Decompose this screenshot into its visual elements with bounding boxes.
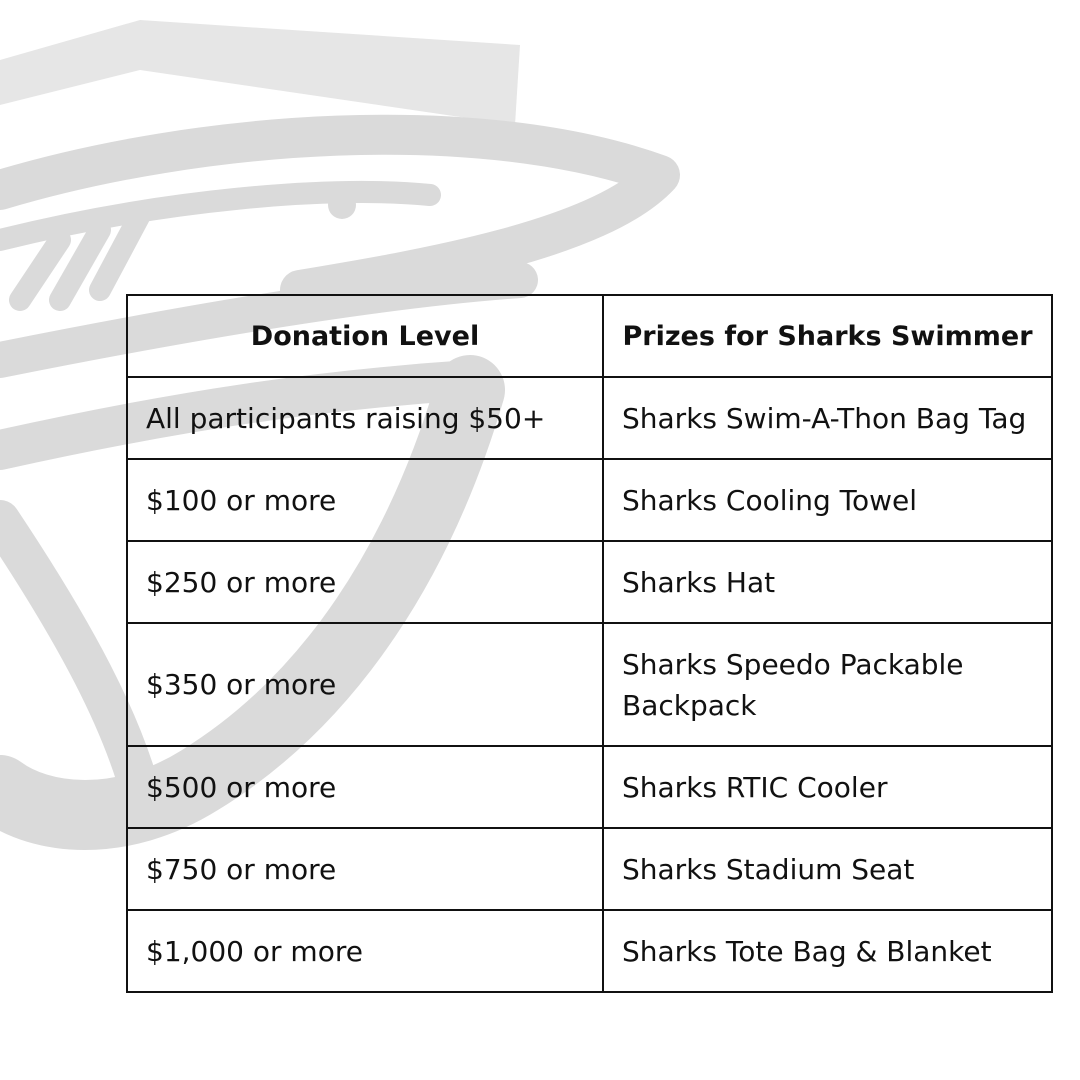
prize-cell: Sharks RTIC Cooler xyxy=(603,746,1052,828)
prize-cell: Sharks Stadium Seat xyxy=(603,828,1052,910)
donation-level-cell: $1,000 or more xyxy=(127,910,603,992)
table-row xyxy=(127,828,1052,910)
prize-cell: Sharks Cooling Towel xyxy=(603,459,1052,541)
table-row xyxy=(127,746,1052,828)
donation-level-cell: $100 or more xyxy=(127,459,603,541)
prize-table xyxy=(126,294,1053,993)
donation-level-cell: $500 or more xyxy=(127,746,603,828)
table-row xyxy=(127,910,1052,992)
donation-level-cell: $250 or more xyxy=(127,541,603,623)
table-row xyxy=(127,377,1052,459)
header-prizes: Prizes for Sharks Swimmer xyxy=(603,295,1052,377)
table-row xyxy=(127,541,1052,623)
header-donation-level: Donation Level xyxy=(127,295,603,377)
prize-cell: Sharks Speedo Packable Backpack xyxy=(603,623,1052,746)
table-row xyxy=(127,459,1052,541)
donation-level-cell: $350 or more xyxy=(127,623,603,746)
donation-level-cell: All participants raising $50+ xyxy=(127,377,603,459)
prize-cell: Sharks Tote Bag & Blanket xyxy=(603,910,1052,992)
prize-cell: Sharks Hat xyxy=(603,541,1052,623)
prize-cell: Sharks Swim-A-Thon Bag Tag xyxy=(603,377,1052,459)
table-row xyxy=(127,623,1052,746)
table-header-row xyxy=(127,295,1052,377)
donation-level-cell: $750 or more xyxy=(127,828,603,910)
